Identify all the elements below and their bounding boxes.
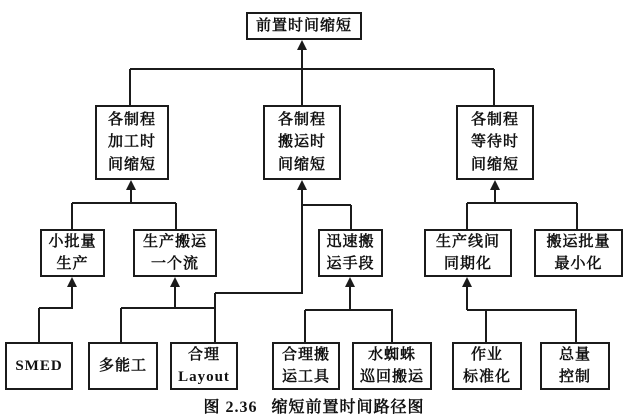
node-line-synchronization: [424, 229, 512, 277]
node-label: 生产搬运: [142, 233, 207, 250]
connector-line: [391, 310, 393, 342]
node-label: 巡回搬运: [359, 369, 424, 385]
node-one-piece-flow: [133, 229, 217, 277]
connector-line: [39, 307, 73, 309]
connector-line: [485, 310, 487, 342]
connector-line: [215, 292, 303, 294]
arrow-up-icon: [67, 277, 77, 287]
connector-line: [576, 203, 578, 229]
node-label: 运手段: [326, 256, 375, 272]
node-label: Layout: [178, 369, 230, 385]
node-label: 间缩短: [277, 156, 326, 173]
node-total-volume-control: [540, 342, 610, 390]
node-label: 同期化: [443, 256, 492, 272]
node-rapid-transport-means: [318, 229, 383, 277]
connector-line: [130, 68, 494, 70]
connector-line: [350, 205, 352, 229]
node-rational-transport-tools: [272, 342, 340, 390]
node-label: 总量: [558, 346, 591, 363]
connector-line: [214, 293, 216, 342]
connector-line: [301, 42, 303, 105]
connector-line: [302, 204, 351, 206]
node-label: 多能工: [98, 357, 147, 374]
connector-line: [121, 307, 216, 309]
connector-line: [466, 203, 468, 229]
node-label: 小批量: [48, 233, 97, 250]
node-label: 合理: [187, 346, 220, 363]
node-smed: [5, 342, 73, 390]
node-label: 最小化: [554, 256, 603, 272]
node-label: 水蜘蛛: [367, 346, 416, 363]
connector-line: [467, 309, 577, 311]
connector-line: [129, 69, 131, 105]
node-label: 前置时间缩短: [255, 17, 352, 34]
arrow-up-icon: [462, 277, 472, 287]
node-label: 搬运时: [277, 134, 326, 151]
connector-line: [120, 308, 122, 342]
arrow-up-icon: [345, 277, 355, 287]
node-lead-time-reduction: [246, 12, 362, 40]
node-label: 加工时: [107, 134, 156, 151]
arrow-up-icon: [297, 40, 307, 50]
node-label: 等待时: [470, 134, 519, 151]
node-label: 生产: [56, 256, 89, 272]
connector-line: [467, 202, 577, 204]
connector-line: [301, 182, 303, 294]
node-label: 各制程: [470, 111, 519, 128]
arrow-up-icon: [490, 180, 500, 190]
node-label: 搬运批量: [546, 233, 611, 250]
figure-title: 缩短前置时间路径图: [271, 399, 425, 416]
node-work-standardization: [452, 342, 522, 390]
node-label: 作业: [470, 346, 503, 363]
node-waiting-time-reduction: [456, 105, 534, 180]
node-label: 间缩短: [107, 156, 156, 173]
node-label: 一个流: [150, 256, 199, 272]
node-label: 生产线间: [435, 233, 500, 250]
figure-caption: [0, 394, 628, 417]
connector-line: [38, 308, 40, 342]
node-transport-batch-minimization: [534, 229, 623, 277]
node-label: 标准化: [462, 369, 511, 385]
arrow-up-icon: [297, 180, 307, 190]
node-label: 各制程: [277, 111, 326, 128]
connector-line: [575, 310, 577, 342]
arrow-up-icon: [170, 277, 180, 287]
node-processing-time-reduction: [95, 105, 169, 180]
node-label: 迅速搬: [326, 233, 375, 250]
node-label: 运工具: [281, 369, 330, 385]
arrow-up-icon: [126, 180, 136, 190]
connector-line: [71, 203, 73, 229]
node-small-batch-production: [40, 229, 105, 277]
node-water-spider-transport: [352, 342, 432, 390]
node-rational-layout: [170, 342, 238, 390]
node-label: 间缩短: [470, 156, 519, 173]
connector-line: [72, 202, 176, 204]
figure-number: 图 2.36: [203, 399, 258, 416]
node-label: SMED: [15, 357, 63, 374]
connector-line: [493, 69, 495, 105]
node-transport-time-reduction: [263, 105, 341, 180]
node-label: 各制程: [107, 111, 156, 128]
node-multi-skilled-workers: [88, 342, 158, 390]
node-label: 合理搬: [281, 346, 330, 363]
connector-line: [304, 310, 306, 342]
connector-line: [175, 203, 177, 229]
node-label: 控制: [558, 369, 591, 385]
